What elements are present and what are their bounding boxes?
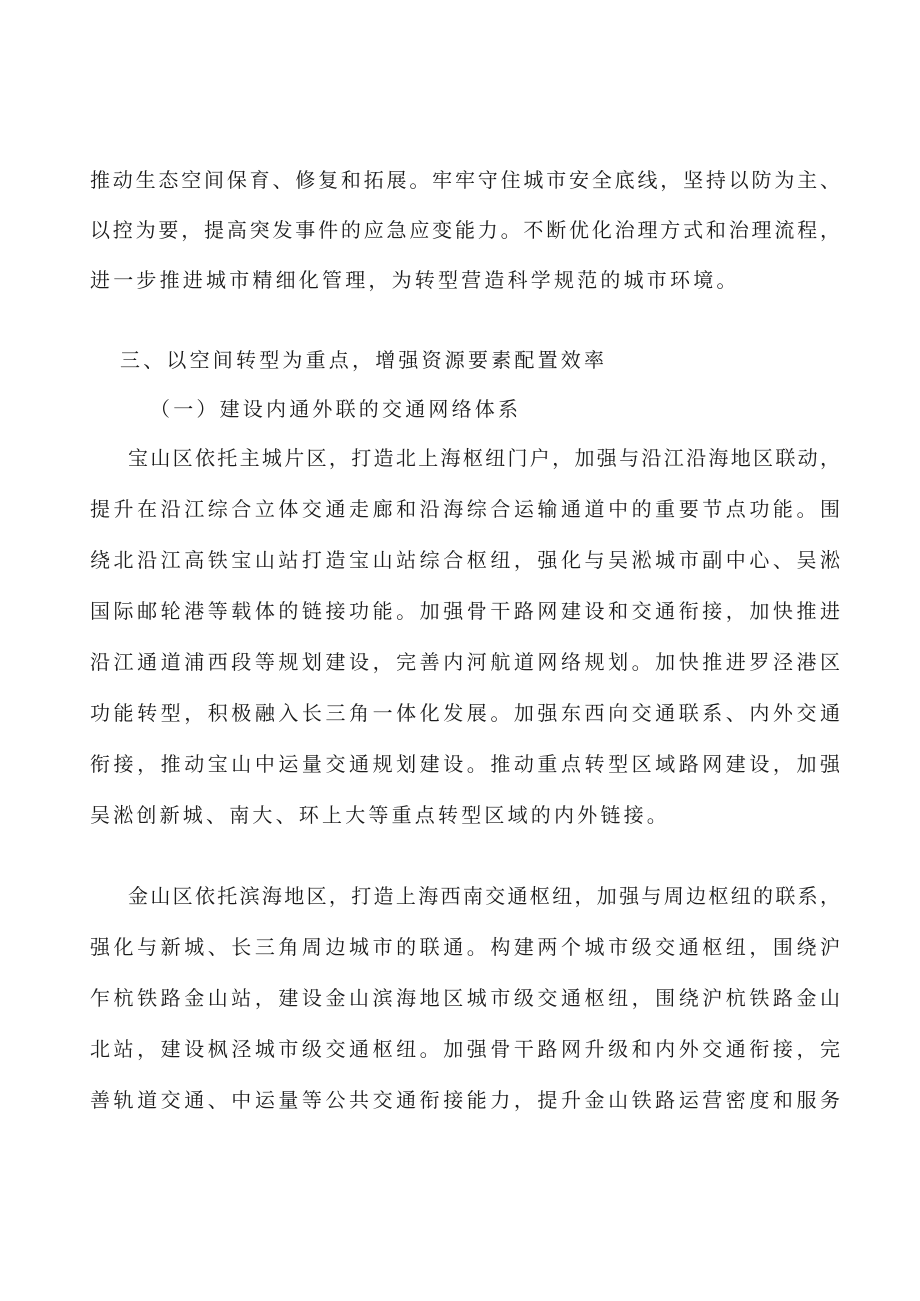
paragraph-2-line-4: 国际邮轮港等载体的链接功能。加强骨干路网建设和交通衔接，加快推进	[90, 599, 840, 623]
paragraph-3-line-2: 强化与新城、长三角周边城市的联通。构建两个城市级交通枢纽，围绕沪	[90, 935, 840, 959]
paragraph-2-line-3: 绕北沿江高铁宝山站打造宝山站综合枢纽，强化与吴淞城市副中心、吴淞	[90, 548, 840, 572]
paragraph-2-line-8: 吴淞创新城、南大、环上大等重点转型区域的内外链接。	[90, 803, 670, 827]
section-heading: 三、以空间转型为重点，增强资源要素配置效率	[120, 348, 608, 372]
paragraph-1-line-1: 推动生态空间保育、修复和拓展。牢牢守住城市安全底线，坚持以防为主、	[90, 168, 840, 192]
paragraph-3-line-1: 金山区依托滨海地区，打造上海西南交通枢纽，加强与周边枢纽的联系，	[128, 884, 840, 908]
paragraph-3-line-3: 乍杭铁路金山站，建设金山滨海地区城市级交通枢纽，围绕沪杭铁路金山	[90, 986, 840, 1010]
paragraph-2-line-6: 功能转型，积极融入长三角一体化发展。加强东西向交通联系、内外交通	[90, 701, 840, 725]
paragraph-2-line-1: 宝山区依托主城片区，打造北上海枢纽门户，加强与沿江沿海地区联动，	[128, 446, 840, 470]
paragraph-3-line-4: 北站，建设枫泾城市级交通枢纽。加强骨干路网升级和内外交通衔接，完	[90, 1037, 840, 1061]
subsection-heading: （一）建设内通外联的交通网络体系	[150, 397, 522, 421]
paragraph-2-line-2: 提升在沿江综合立体交通走廊和沿海综合运输通道中的重要节点功能。围	[90, 497, 840, 521]
paragraph-1-line-3: 进一步推进城市精细化管理，为转型营造科学规范的城市环境。	[90, 268, 740, 292]
paragraph-1-line-2: 以控为要，提高突发事件的应急应变能力。不断优化治理方式和治理流程，	[90, 218, 840, 242]
paragraph-2-line-7: 衔接，推动宝山中运量交通规划建设。推动重点转型区域路网建设，加强	[90, 752, 840, 776]
paragraph-3-line-5: 善轨道交通、中运量等公共交通衔接能力，提升金山铁路运营密度和服务	[90, 1088, 840, 1112]
paragraph-2-line-5: 沿江通道浦西段等规划建设，完善内河航道网络规划。加快推进罗泾港区	[90, 650, 840, 674]
